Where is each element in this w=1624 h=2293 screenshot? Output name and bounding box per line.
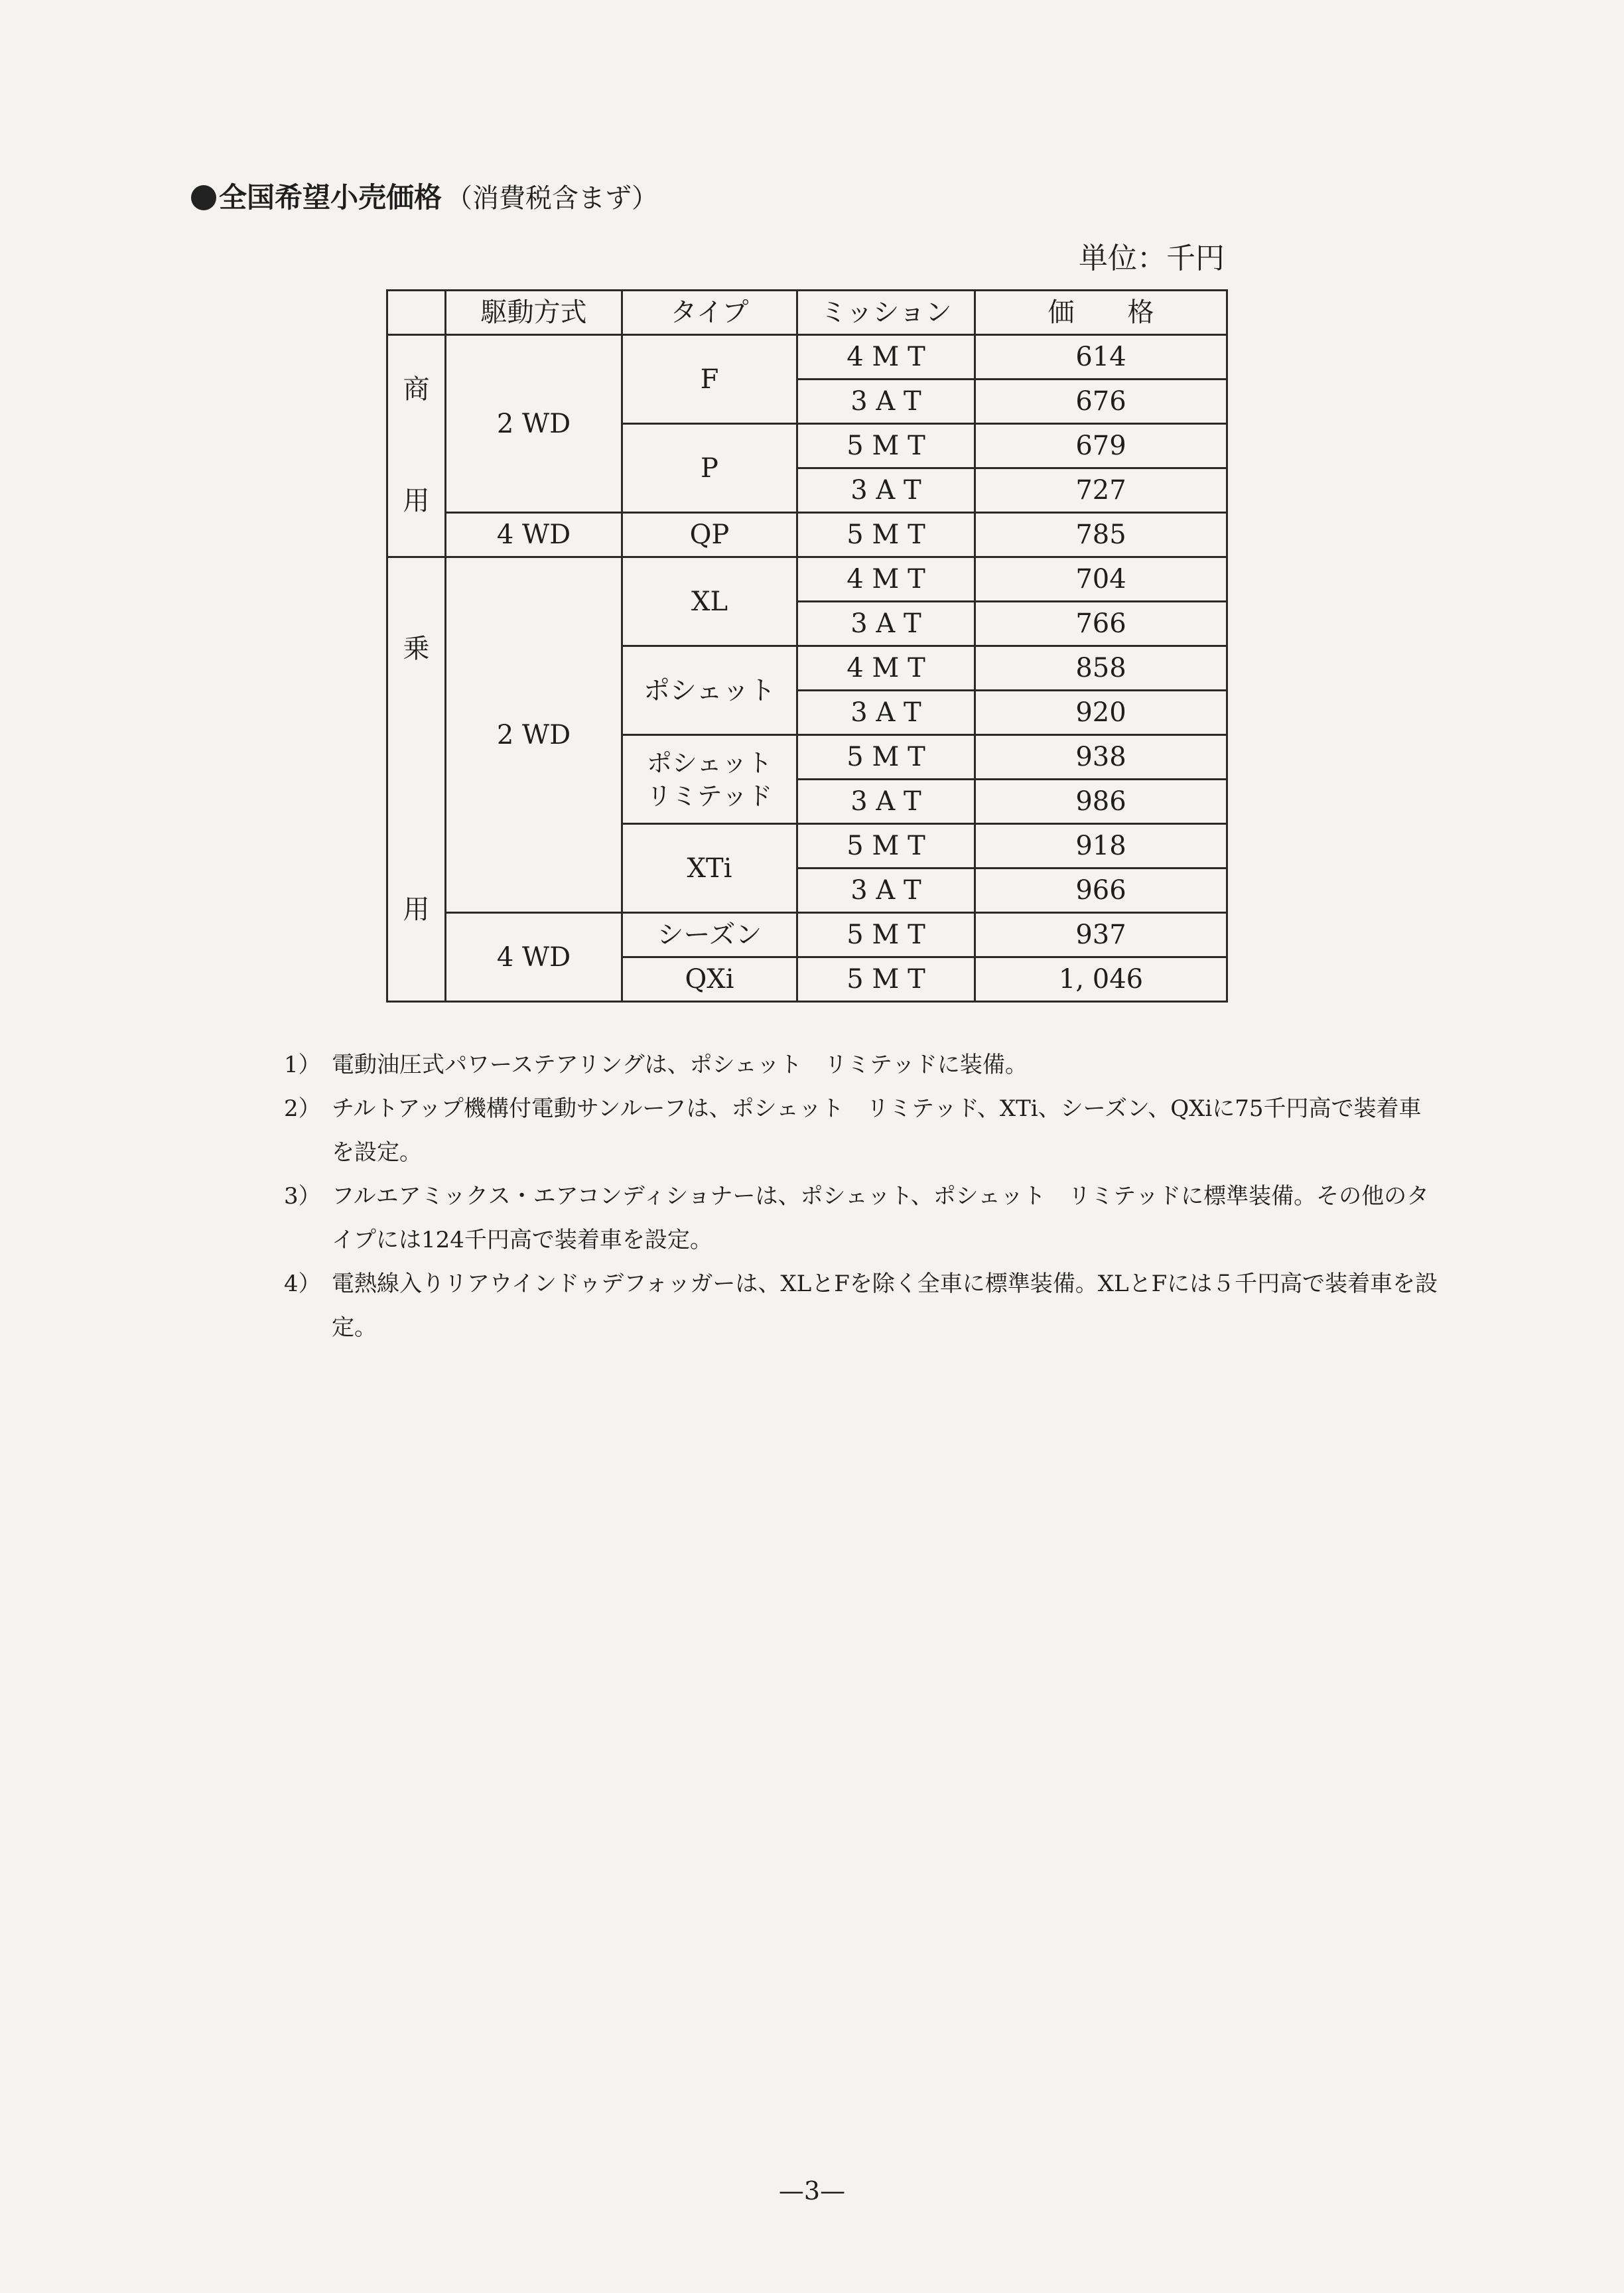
footnote-number: 3） bbox=[284, 1183, 321, 1210]
header-price: 価 格 bbox=[975, 291, 1227, 335]
footnote-number: 2） bbox=[284, 1095, 321, 1122]
category-passenger bbox=[387, 557, 446, 1002]
type-cell: シーズン bbox=[622, 913, 797, 957]
mission-cell: 4 M T bbox=[797, 646, 975, 691]
category-commercial bbox=[387, 335, 446, 557]
heading-note: （消費税含まず） bbox=[446, 183, 659, 214]
footnote-text: チルトアップ機構付電動サンルーフは、ポシェット リミテッド、XTi、シーズン、QXiに75千円高で装着車を設定。 bbox=[332, 1095, 1422, 1166]
type-line: リミテッド bbox=[646, 781, 773, 811]
type-cell: F bbox=[622, 335, 797, 424]
price-cell: 938 bbox=[975, 735, 1227, 780]
table-header-row bbox=[387, 291, 1227, 335]
category-char: 乗 bbox=[403, 634, 430, 664]
price-cell: 920 bbox=[975, 691, 1227, 735]
drive-cell: 2 WD bbox=[446, 557, 622, 913]
price-cell: 766 bbox=[975, 602, 1227, 646]
mission-cell: 5 M T bbox=[797, 424, 975, 468]
mission-cell: 3 A T bbox=[797, 602, 975, 646]
header-drive: 駆動方式 bbox=[446, 291, 622, 335]
type-cell: P bbox=[622, 424, 797, 513]
mission-cell: 4 M T bbox=[797, 557, 975, 602]
mission-cell: 4 M T bbox=[797, 335, 975, 380]
type-line: ポシェット bbox=[646, 748, 773, 778]
footnote-text: 電動油圧式パワーステアリングは、ポシェット リミテッドに装備。 bbox=[332, 1052, 1028, 1078]
drive-cell: 2 WD bbox=[446, 335, 622, 513]
price-cell: 966 bbox=[975, 869, 1227, 913]
page-number: —3— bbox=[778, 2176, 846, 2205]
price-table bbox=[386, 289, 1228, 1003]
table-row bbox=[387, 913, 1227, 957]
price-cell: 676 bbox=[975, 380, 1227, 424]
price-cell: 704 bbox=[975, 557, 1227, 602]
mission-cell: 3 A T bbox=[797, 468, 975, 513]
category-char: 用 bbox=[403, 894, 430, 925]
mission-cell: 3 A T bbox=[797, 691, 975, 735]
type-cell: XTi bbox=[622, 824, 797, 913]
type-cell: XL bbox=[622, 557, 797, 646]
section-heading bbox=[191, 178, 658, 218]
mission-cell: 5 M T bbox=[797, 824, 975, 869]
category-char: 商 bbox=[403, 374, 430, 405]
price-cell: 679 bbox=[975, 424, 1227, 468]
unit-label: 単位：千円 bbox=[1079, 242, 1225, 275]
footnote-number: 4） bbox=[284, 1271, 321, 1297]
mission-cell: 5 M T bbox=[797, 957, 975, 1002]
footnote bbox=[284, 1087, 1438, 1174]
header-mission: ミッション bbox=[797, 291, 975, 335]
mission-cell: 3 A T bbox=[797, 380, 975, 424]
type-cell bbox=[622, 735, 797, 824]
footnotes bbox=[284, 1043, 1438, 1350]
price-cell: 918 bbox=[975, 824, 1227, 869]
price-cell: 614 bbox=[975, 335, 1227, 380]
drive-cell: 4 WD bbox=[446, 513, 622, 557]
type-cell: ポシェット bbox=[622, 646, 797, 735]
header-type: タイプ bbox=[622, 291, 797, 335]
price-cell: 1, 046 bbox=[975, 957, 1227, 1002]
mission-cell: 5 M T bbox=[797, 913, 975, 957]
price-cell: 785 bbox=[975, 513, 1227, 557]
footnote-number: 1） bbox=[284, 1052, 321, 1078]
footnote-text: 電熱線入りリアウインドゥデフォッガーは、XLとFを除く全車に標準装備。XLとFには５千円高で装着車を設定。 bbox=[332, 1271, 1438, 1341]
mission-cell: 5 M T bbox=[797, 513, 975, 557]
mission-cell: 5 M T bbox=[797, 735, 975, 780]
footnote bbox=[284, 1174, 1438, 1262]
footnote bbox=[284, 1043, 1438, 1087]
type-cell: QP bbox=[622, 513, 797, 557]
heading-title: 全国希望小売価格 bbox=[219, 181, 442, 214]
price-cell: 986 bbox=[975, 780, 1227, 824]
type-cell: QXi bbox=[622, 957, 797, 1002]
mission-cell: 3 A T bbox=[797, 780, 975, 824]
bullet-icon bbox=[191, 185, 216, 210]
table-row bbox=[387, 335, 1227, 380]
price-cell: 937 bbox=[975, 913, 1227, 957]
mission-cell: 3 A T bbox=[797, 869, 975, 913]
table-row bbox=[387, 513, 1227, 557]
footnote-text: フルエアミックス・エアコンディショナーは、ポシェット、ポシェット リミテッドに標準装備。その他のタイプには124千円高で装着車を設定。 bbox=[332, 1183, 1430, 1253]
drive-cell: 4 WD bbox=[446, 913, 622, 1002]
price-cell: 858 bbox=[975, 646, 1227, 691]
category-char: 用 bbox=[403, 486, 430, 516]
header-empty bbox=[387, 291, 446, 335]
price-cell: 727 bbox=[975, 468, 1227, 513]
footnote bbox=[284, 1262, 1438, 1350]
table-row bbox=[387, 557, 1227, 602]
